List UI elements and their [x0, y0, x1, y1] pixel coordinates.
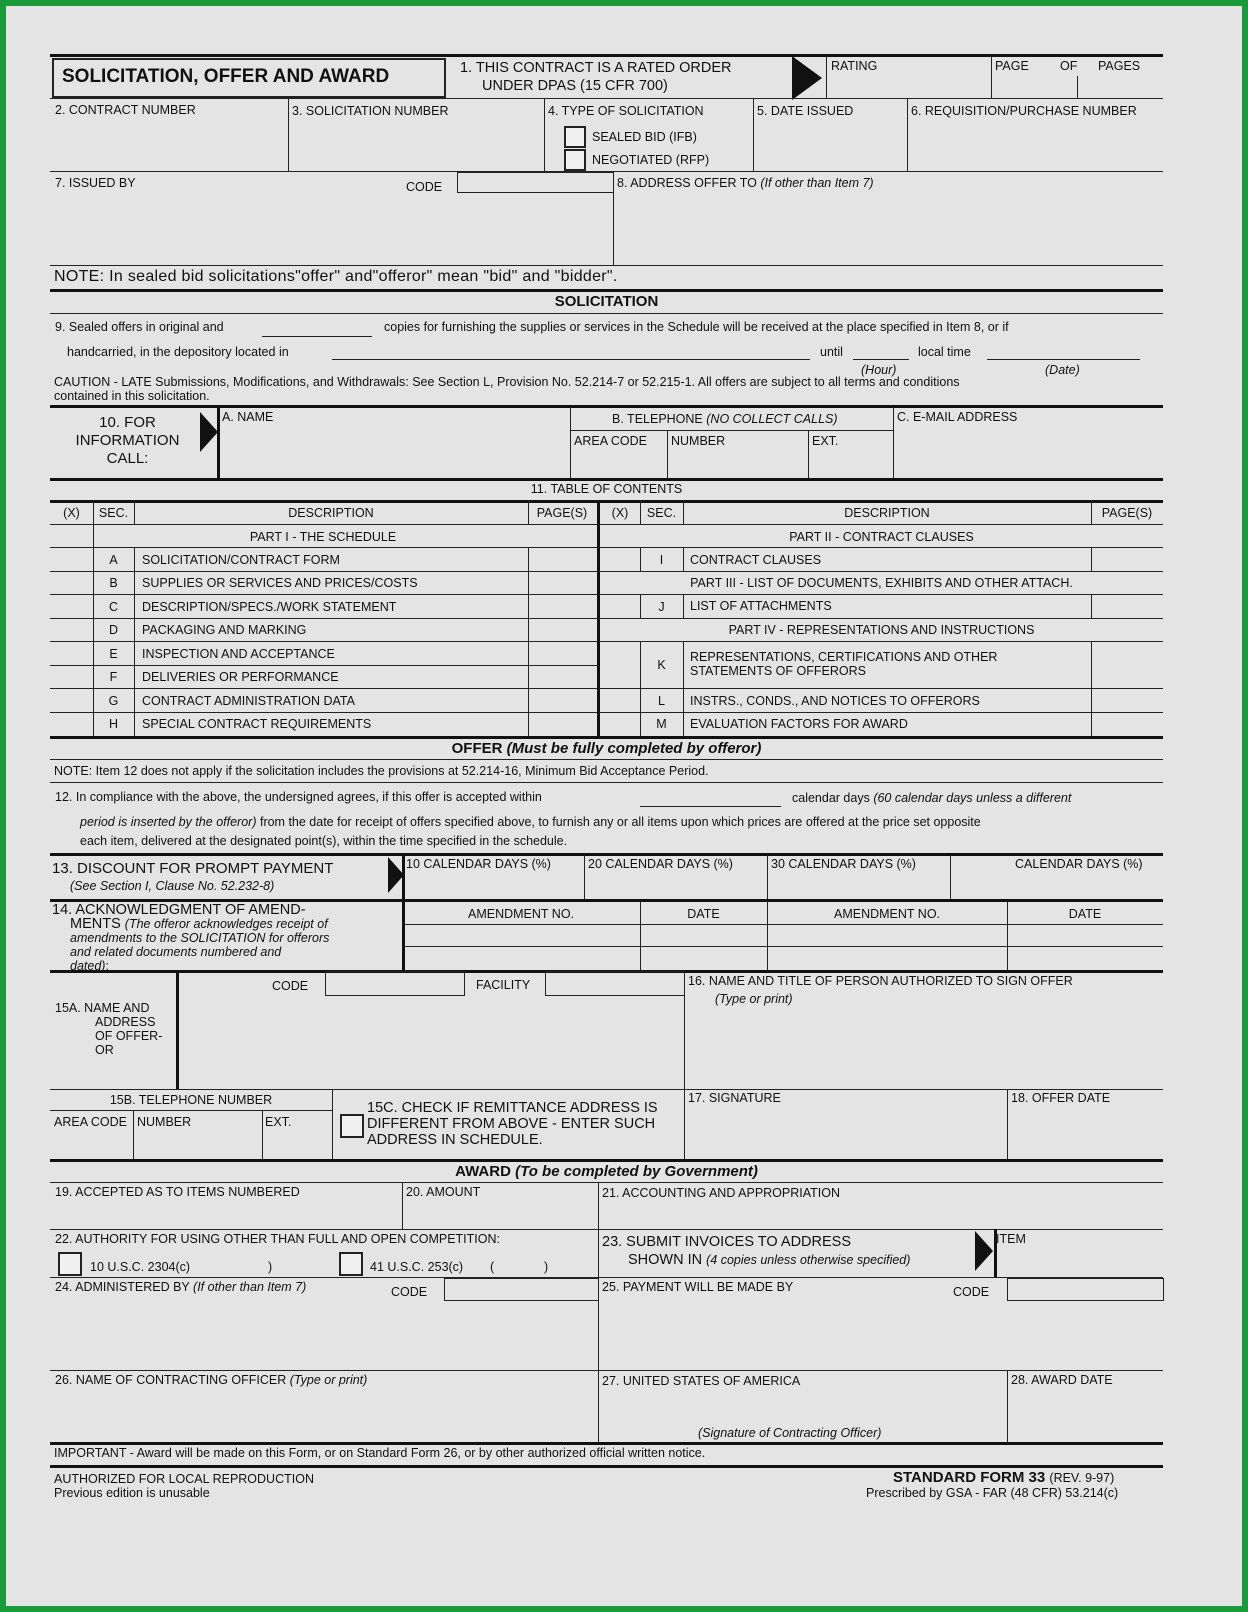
usc-10-paren: ) — [268, 1260, 273, 1274]
rule — [50, 759, 1163, 760]
rule — [332, 1089, 333, 1159]
amendment-no-label: AMENDMENT NO. — [467, 907, 575, 921]
toc-sec-b: B — [109, 576, 118, 590]
toc-sec-m: M — [656, 717, 667, 731]
solicitation-number-label: 3. SOLICITATION NUMBER — [292, 104, 449, 118]
caution-text: CAUTION - LATE Submissions, Modifications, and Withdrawals: See Section L, Provision No. 52.214-7 or 52.215-1. All offers are subject to all terms and conditions — [54, 375, 960, 389]
toc-desc-e[interactable]: INSPECTION AND ACCEPTANCE — [142, 647, 335, 661]
hour-input[interactable] — [853, 359, 909, 360]
rule — [50, 688, 598, 689]
form-name-text: STANDARD FORM 33 — [893, 1469, 1046, 1486]
toc-desc-g[interactable]: CONTRACT ADMINISTRATION DATA — [142, 694, 355, 708]
toc-sec-f: F — [109, 670, 118, 684]
toc-desc-c[interactable]: DESCRIPTION/SPECS./WORK STATEMENT — [142, 600, 397, 614]
contract-number-label: 2. CONTRACT NUMBER — [55, 103, 196, 117]
rule — [50, 1370, 1163, 1371]
offer-number-label: NUMBER — [137, 1115, 192, 1129]
arrow-icon — [792, 56, 822, 100]
acknowledgment-note-2: amendments to the SOLICITATION for offerors — [70, 931, 330, 945]
info-call-label-2: INFORMATION — [75, 432, 180, 449]
calendar-days-input[interactable] — [640, 806, 781, 807]
rule — [133, 1110, 134, 1159]
rule — [753, 98, 754, 171]
toc-sec-l: L — [658, 694, 665, 708]
rule — [50, 1182, 1163, 1183]
toc-desc-m[interactable]: EVALUATION FACTORS FOR AWARD — [690, 717, 908, 731]
ack-note: (The offeror acknowledges receipt of — [124, 917, 328, 931]
toc-desc-a[interactable]: SOLICITATION/CONTRACT FORM — [142, 553, 340, 567]
rule — [598, 688, 1163, 689]
rule — [50, 665, 598, 666]
rule — [50, 736, 1163, 739]
negotiated-checkbox[interactable] — [564, 149, 586, 171]
remittance-label: 15C. CHECK IF REMITTANCE ADDRESS IS — [367, 1100, 658, 1116]
amount-label: 20. AMOUNT — [406, 1185, 481, 1199]
acknowledgment-note-3: and related documents numbered and — [70, 945, 282, 959]
accepted-items-label: 19. ACCEPTED AS TO ITEMS NUMBERED — [55, 1185, 300, 1199]
officer-note: (Type or print) — [289, 1373, 368, 1387]
rule — [808, 430, 809, 478]
toc-sec-i: I — [659, 553, 664, 567]
negotiated-label: NEGOTIATED (RFP) — [592, 153, 710, 167]
acknowledgment-label: 14. ACKNOWLEDGMENT OF AMEND- — [52, 902, 306, 918]
rule — [1091, 500, 1092, 524]
usc-41-checkbox[interactable] — [339, 1252, 363, 1276]
toc-desc-b[interactable]: SUPPLIES OR SERVICES AND PRICES/COSTS — [142, 576, 418, 590]
rule — [907, 98, 908, 171]
of-label: OF — [1060, 59, 1078, 73]
rule — [1007, 1089, 1008, 1159]
solicitation-heading: SOLICITATION — [554, 293, 659, 310]
rule — [544, 98, 545, 171]
rule — [584, 855, 585, 899]
rule — [598, 712, 1163, 713]
calendar-days-text: calendar days — [792, 791, 870, 805]
offer-heading — [50, 740, 1163, 757]
award-heading-note: (To be completed by Government) — [515, 1163, 758, 1180]
toc-desc-f[interactable]: DELIVERIES OR PERFORMANCE — [142, 670, 339, 684]
offer-ext-label: EXT. — [265, 1115, 292, 1129]
name-address-label-4: OR — [95, 1043, 114, 1057]
toc-sec-k: K — [657, 658, 666, 672]
rule — [826, 56, 827, 98]
revision-text: (REV. 9-97) — [1049, 1471, 1115, 1485]
rule — [262, 1110, 263, 1159]
telephone-number-label: 15B. TELEPHONE NUMBER — [109, 1093, 273, 1107]
copies-input[interactable] — [262, 336, 372, 337]
info-call-label-3: CALL: — [106, 450, 149, 467]
offer-date-label: 18. OFFER DATE — [1011, 1091, 1111, 1105]
form-title: SOLICITATION, OFFER AND AWARD — [62, 66, 390, 87]
rule — [176, 971, 179, 1089]
toc-heading: 11. TABLE OF CONTENTS — [530, 482, 683, 496]
item12-text-2 — [80, 815, 981, 829]
until-label: until — [820, 345, 843, 359]
payment-code-input[interactable] — [1007, 1278, 1164, 1301]
arrow-icon — [975, 1231, 993, 1271]
rule — [570, 430, 893, 431]
rule — [50, 1110, 332, 1111]
toc-part1: PART I - THE SCHEDULE — [249, 530, 397, 544]
toc-sec-e: E — [109, 647, 118, 661]
item12-body: from the date for receipt of offers specified above, to furnish any or all items upon which prices are offered at the price set opposite — [259, 815, 981, 829]
payment-code-label: CODE — [953, 1285, 990, 1299]
type-solicitation-label: 4. TYPE OF SOLICITATION — [548, 104, 704, 118]
discount-10-label: 10 CALENDAR DAYS (%) — [406, 857, 551, 871]
usc-41-label: 41 U.S.C. 253(c) — [370, 1260, 464, 1274]
item12-calendar-days — [792, 791, 1071, 805]
address-offer-note: (If other than Item 7) — [760, 176, 874, 190]
signer-note: (Type or print) — [715, 992, 793, 1006]
offer-heading-note: (Must be fully completed by offeror) — [506, 740, 762, 757]
discount-other-label: CALENDAR DAYS (%) — [1015, 857, 1143, 871]
item9-text-2: copies for furnishing the supplies or services in the Schedule will be received at the place specified in Item 8, or if — [384, 320, 1009, 334]
toc-col-sec-right: SEC. — [646, 506, 677, 520]
name-label: A. NAME — [222, 410, 274, 424]
rule — [528, 500, 529, 524]
rule — [683, 547, 684, 571]
rule — [217, 407, 220, 478]
shown-in-text: SHOWN IN — [628, 1252, 703, 1268]
toc-desc-k[interactable]: REPRESENTATIONS, CERTIFICATIONS AND OTHER — [690, 650, 998, 664]
toc-desc-j[interactable]: LIST OF ATTACHMENTS — [690, 599, 832, 613]
discount-note: (See Section I, Clause No. 52.232-8) — [70, 879, 275, 893]
telephone-text: B. TELEPHONE — [612, 412, 703, 426]
info-call-label: 10. FOR — [99, 414, 156, 431]
administered-note: (If other than Item 7) — [193, 1280, 307, 1294]
number-label: NUMBER — [671, 434, 726, 448]
rule — [50, 1277, 1163, 1278]
area-code-label: AREA CODE — [574, 434, 647, 448]
authority-label: 22. AUTHORITY FOR USING OTHER THAN FULL AND OPEN COMPETITION: — [55, 1232, 500, 1246]
email-label: C. E-MAIL ADDRESS — [897, 410, 1018, 424]
toc-col-x-right: (X) — [611, 506, 629, 520]
toc-col-pages-right: PAGE(S) — [1101, 506, 1153, 520]
address-offer-text: 8. ADDRESS OFFER TO — [617, 176, 757, 190]
date-caption: (Date) — [1045, 363, 1080, 377]
rule — [50, 500, 1163, 503]
remittance-label-3: ADDRESS IN SCHEDULE. — [367, 1132, 543, 1148]
usc-41-paren-open: ( — [490, 1260, 495, 1274]
address-offer-label — [617, 176, 874, 190]
rule — [50, 1159, 1163, 1162]
toc-sec-a: A — [109, 553, 118, 567]
administered-text: 24. ADMINISTERED BY — [55, 1280, 190, 1294]
toc-col-pages: PAGE(S) — [536, 506, 588, 520]
period-note: period is inserted by the offeror) — [80, 815, 257, 829]
rule — [893, 407, 894, 478]
rule — [50, 54, 1163, 57]
calendar-days-note: (60 calendar days unless a different — [873, 791, 1072, 805]
rule — [667, 430, 668, 478]
rule — [613, 171, 614, 265]
rule — [50, 641, 598, 642]
local-time-label: local time — [918, 345, 971, 359]
pages-label: PAGES — [1098, 59, 1141, 73]
issued-by-code-input[interactable] — [457, 172, 614, 193]
toc-sec-d: D — [108, 623, 119, 637]
date-input[interactable] — [987, 359, 1140, 360]
rule — [50, 1465, 1163, 1468]
rated-order-dpas: UNDER DPAS (15 CFR 700) — [482, 78, 668, 94]
usa-label: 27. UNITED STATES OF AMERICA — [602, 1374, 801, 1388]
rule — [950, 855, 951, 899]
rule — [50, 853, 1163, 856]
toc-desc-l[interactable]: INSTRS., CONDS., AND NOTICES TO OFFERORS — [690, 694, 980, 708]
rule — [767, 855, 768, 899]
rule — [50, 1089, 1163, 1090]
rule — [93, 500, 94, 524]
rule — [50, 618, 598, 619]
toc-part2: PART II - CONTRACT CLAUSES — [789, 530, 974, 544]
amendment-no-label-2: AMENDMENT NO. — [833, 907, 941, 921]
rule — [991, 56, 992, 98]
ments-text: MENTS — [70, 916, 121, 932]
administered-code-input[interactable] — [444, 1278, 599, 1301]
amendment-date-label: DATE — [687, 907, 720, 921]
date-issued-label: 5. DATE ISSUED — [757, 104, 854, 118]
rule — [684, 971, 685, 1159]
rule — [598, 618, 1163, 619]
rating-label: RATING — [831, 59, 878, 73]
dated-text: dated) — [70, 959, 106, 973]
rule — [288, 98, 289, 171]
usc-10-label: 10 U.S.C. 2304(c) — [90, 1260, 191, 1274]
handcarried-text: handcarried, in the depository located in — [67, 345, 289, 359]
discount-30-label: 30 CALENDAR DAYS (%) — [771, 857, 916, 871]
discount-label: 13. DISCOUNT FOR PROMPT PAYMENT — [52, 860, 334, 877]
amendment-date-label-2: DATE — [1068, 907, 1102, 921]
toc-col-desc: DESCRIPTION — [288, 506, 374, 520]
rule — [50, 265, 1163, 266]
telephone-label — [612, 412, 838, 426]
remittance-label-2: DIFFERENT FROM ABOVE - ENTER SUCH — [367, 1116, 656, 1132]
no-collect-note: (NO COLLECT CALLS) — [706, 412, 838, 426]
offer-note: NOTE: Item 12 does not apply if the solicitation includes the provisions at 52.214-16, Minimum Bid Acceptance Period. — [54, 764, 709, 778]
issued-by-label: 7. ISSUED BY — [55, 176, 136, 190]
toc-sec-c: C — [108, 600, 119, 614]
previous-edition-text: Previous edition is unusable — [54, 1486, 210, 1500]
rule — [402, 946, 1163, 947]
signer-label: 16. NAME AND TITLE OF PERSON AUTHORIZED TO SIGN OFFER — [688, 974, 1073, 988]
rule — [134, 547, 135, 736]
rule — [134, 500, 135, 524]
toc-desc-h[interactable]: SPECIAL CONTRACT REQUIREMENTS — [142, 717, 372, 731]
invoices-note: (4 copies unless otherwise specified) — [706, 1253, 911, 1267]
sealed-bid-note: NOTE: In sealed bid solicitations"offer" and"offeror" mean "bid" and "bidder". — [54, 268, 618, 285]
usc-10-checkbox[interactable] — [58, 1252, 82, 1276]
item12-text: 12. In compliance with the above, the undersigned agrees, if this offer is accepted within — [55, 790, 542, 804]
important-note: IMPORTANT - Award will be made on this Form, or on Standard Form 26, or by other authorized official written notice. — [54, 1446, 706, 1460]
administered-code-label: CODE — [391, 1285, 428, 1299]
rated-order-label: 1. THIS CONTRACT IS A RATED ORDER — [460, 60, 732, 76]
rule — [402, 924, 1163, 925]
invoices-label: 23. SUBMIT INVOICES TO ADDRESS — [602, 1234, 851, 1250]
award-heading-text: AWARD — [455, 1163, 511, 1180]
rule — [528, 547, 529, 736]
payment-label: 25. PAYMENT WILL BE MADE BY — [602, 1280, 794, 1294]
rule — [50, 289, 1163, 292]
caution-text-2: contained in this solicitation. — [54, 389, 210, 403]
page-label: PAGE — [995, 59, 1029, 73]
name-address-label-3: OF OFFER- — [95, 1029, 163, 1043]
accounting-label: 21. ACCOUNTING AND APPROPRIATION — [602, 1186, 841, 1200]
toc-col-desc-right: DESCRIPTION — [844, 506, 930, 520]
dated-colon: : — [105, 959, 109, 973]
rule — [570, 407, 571, 478]
ext-label: EXT. — [812, 434, 839, 448]
rule — [50, 478, 1163, 481]
rule — [50, 594, 598, 595]
rule — [402, 1182, 403, 1229]
administered-by-label — [55, 1280, 306, 1294]
toc-part3: PART III - LIST OF DOCUMENTS, EXHIBITS AND OTHER ATTACH. — [690, 576, 1073, 590]
code-label: CODE — [406, 180, 443, 194]
standard-form-label — [893, 1469, 1114, 1486]
toc-col-sec: SEC. — [98, 506, 129, 520]
rule — [50, 98, 1163, 99]
rule — [50, 547, 1163, 548]
rule — [50, 782, 1163, 783]
depository-input[interactable] — [332, 359, 810, 360]
rule — [50, 571, 598, 572]
rule — [598, 571, 1163, 572]
signature-label: 17. SIGNATURE — [688, 1091, 781, 1105]
item12-text-3: each item, delivered at the designated point(s), within the time specified in the schedule. — [80, 834, 568, 848]
item9-text: 9. Sealed offers in original and — [55, 320, 224, 334]
usc-41-paren: ) — [544, 1260, 549, 1274]
toc-sec-h: H — [108, 717, 119, 731]
award-date-label: 28. AWARD DATE — [1011, 1373, 1113, 1387]
rule — [50, 524, 1163, 525]
rule — [1077, 76, 1078, 98]
discount-20-label: 20 CALENDAR DAYS (%) — [588, 857, 733, 871]
hour-caption: (Hour) — [861, 363, 897, 377]
local-reproduction-text: AUTHORIZED FOR LOCAL REPRODUCTION — [54, 1472, 314, 1486]
name-address-label: 15A. NAME AND — [55, 1001, 150, 1015]
toc-col-x: (X) — [63, 506, 80, 520]
offeror-code-input[interactable] — [325, 971, 465, 996]
facility-input[interactable] — [545, 971, 685, 996]
toc-desc-i[interactable]: CONTRACT CLAUSES — [690, 553, 822, 567]
rule — [50, 313, 1163, 314]
offer-area-code-label: AREA CODE — [54, 1115, 127, 1129]
rule — [1091, 594, 1092, 618]
name-address-label-2: ADDRESS — [95, 1015, 156, 1029]
rule — [683, 594, 684, 618]
rule — [50, 712, 598, 713]
contracting-officer-label — [55, 1373, 367, 1387]
toc-desc-d[interactable]: PACKAGING AND MARKING — [142, 623, 307, 637]
invoices-label-2 — [628, 1252, 910, 1269]
officer-text: 26. NAME OF CONTRACTING OFFICER — [55, 1373, 287, 1387]
sealed-bid-checkbox[interactable] — [564, 126, 586, 148]
award-heading — [50, 1163, 1163, 1180]
rule — [50, 1442, 1163, 1445]
facility-label: FACILITY — [476, 978, 531, 992]
officer-signature-caption: (Signature of Contracting Officer) — [698, 1426, 882, 1440]
rule — [1007, 1370, 1008, 1442]
rule — [683, 500, 684, 524]
remittance-checkbox[interactable] — [340, 1114, 364, 1138]
rule — [598, 1370, 599, 1442]
rule — [1091, 547, 1092, 571]
rule — [640, 500, 641, 524]
item-label: ITEM — [996, 1232, 1026, 1246]
arrow-icon — [200, 412, 218, 452]
prescribed-by-text: Prescribed by GSA - FAR (48 CFR) 53.214(c) — [866, 1486, 1119, 1500]
toc-sec-g: G — [108, 694, 119, 708]
requisition-label: 6. REQUISITION/PURCHASE NUMBER — [911, 104, 1137, 118]
offeror-code-label: CODE — [272, 979, 309, 993]
toc-sec-j: J — [658, 600, 665, 614]
toc-part4: PART IV - REPRESENTATIONS AND INSTRUCTIONS — [728, 623, 1035, 637]
sealed-bid-label: SEALED BID (IFB) — [592, 130, 697, 144]
offer-heading-text: OFFER — [451, 740, 503, 757]
toc-desc-k-2[interactable]: STATEMENTS OF OFFERORS — [690, 664, 866, 678]
